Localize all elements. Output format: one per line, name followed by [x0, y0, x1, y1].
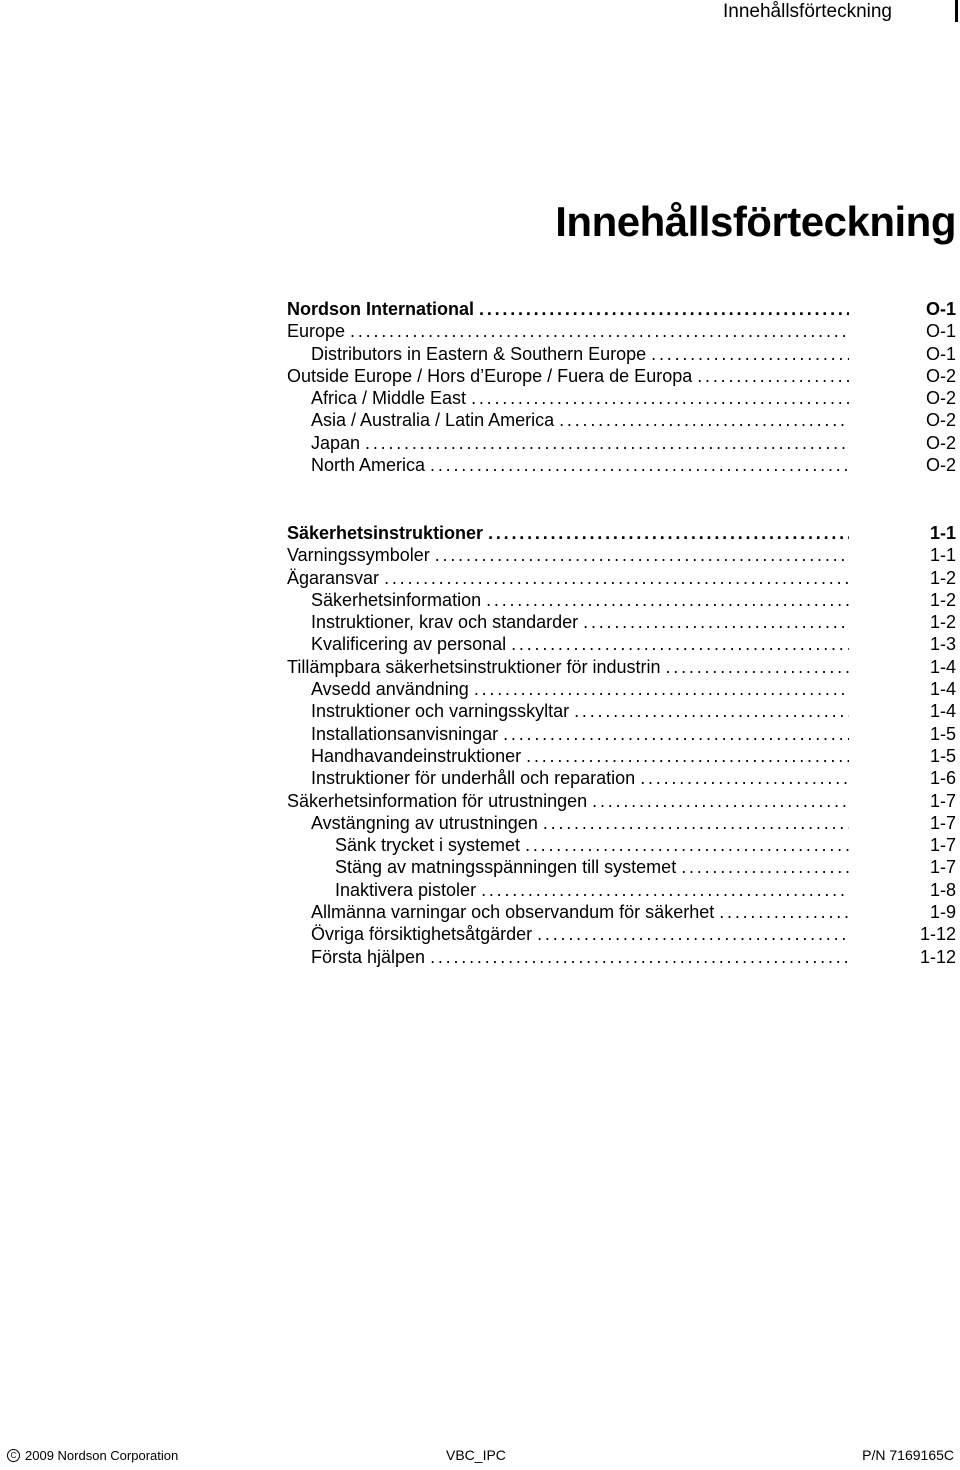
toc-dot-leader: [574, 701, 849, 721]
toc-entry-label: Asia / Australia / Latin America: [311, 410, 559, 430]
toc-entry-leader: [287, 298, 849, 320]
toc-entry[interactable]: [287, 589, 958, 611]
toc-entry-leader: [287, 923, 849, 945]
toc-entry[interactable]: [287, 723, 958, 745]
toc-dot-leader: [543, 813, 849, 833]
toc-entry[interactable]: [287, 856, 958, 878]
toc-entry[interactable]: [287, 745, 958, 767]
toc-entry-leader: [287, 544, 849, 566]
toc-entry[interactable]: [287, 343, 958, 365]
toc-dot-leader: [350, 321, 849, 341]
toc-entry-page: 1-2: [929, 567, 956, 588]
toc-entry-page: 1-7: [929, 857, 956, 878]
toc-entry-page: 1-6: [929, 768, 956, 789]
toc-entry-label: Sänk trycket i systemet: [335, 835, 525, 855]
toc-dot-leader: [365, 433, 849, 453]
toc-entry-leader: [287, 567, 849, 589]
toc-entry-page: O-1: [925, 299, 956, 319]
toc-entry-leader: [287, 633, 849, 655]
toc-entry[interactable]: [287, 567, 958, 589]
footer-copyright-text: 2009 Nordson Corporation: [25, 1448, 179, 1463]
toc-entry-page: 1-12: [919, 924, 956, 945]
footer-copyright: [7, 1448, 178, 1463]
toc-entry-page: O-2: [925, 455, 956, 476]
toc-entry-leader: [287, 723, 849, 745]
toc-dot-leader: [511, 634, 849, 654]
toc-dot-leader: [503, 724, 849, 744]
toc-entry-leader: [287, 834, 849, 856]
toc-section-nordson-international: [287, 298, 958, 476]
toc-entry-label: Säkerhetsinformation: [311, 590, 486, 610]
toc-entry[interactable]: [287, 633, 958, 655]
toc-entry-page: O-1: [925, 343, 956, 364]
toc-dot-leader: [474, 679, 849, 699]
running-header-title: Innehållsförteckning: [723, 1, 892, 22]
toc-entry-label: Tillämpbara säkerhetsinstruktioner för industrin: [287, 657, 666, 677]
toc-entry-leader: [287, 745, 849, 767]
toc-entry-page: 1-7: [929, 835, 956, 856]
toc-entry[interactable]: [287, 454, 958, 476]
toc-entry-leader: [287, 343, 849, 365]
toc-entry-page: O-2: [925, 365, 956, 386]
toc-entry-label: Kvalificering av personal: [311, 634, 511, 654]
toc-dot-leader: [583, 612, 849, 632]
toc-entry-page: 1-4: [929, 701, 956, 722]
toc-entry-label: Europe: [287, 321, 350, 341]
toc-entry[interactable]: [287, 656, 958, 678]
toc-entry-page: O-2: [925, 410, 956, 431]
toc-entry-label: Distributors in Eastern & Southern Europe: [311, 344, 651, 364]
toc-entry-leader: [287, 432, 849, 454]
toc-entry-leader: [287, 365, 849, 387]
toc-entry-label: Säkerhetsinstruktioner: [287, 523, 488, 543]
toc-entry-label: Allmänna varningar och observandum för säkerhet: [311, 902, 719, 922]
toc-dot-leader: [430, 455, 849, 475]
toc-entry[interactable]: [287, 320, 958, 342]
toc-entry-label: Installationsanvisningar: [311, 724, 503, 744]
toc-entry-page: 1-1: [929, 545, 956, 566]
page-title: Innehållsförteckning: [555, 198, 956, 245]
toc-entry-page: 1-4: [929, 656, 956, 677]
toc-dot-leader: [681, 857, 849, 877]
footer-code: VBC_IPC: [446, 1447, 506, 1463]
toc-entry-label: Första hjälpen: [311, 947, 430, 967]
toc-entry-label: Africa / Middle East: [311, 388, 471, 408]
toc-entry-leader: [287, 700, 849, 722]
toc-entry-label: Inaktivera pistoler: [335, 880, 481, 900]
toc-entry-page: O-1: [925, 321, 956, 342]
toc-dot-leader: [435, 545, 849, 565]
page-footer: [0, 1440, 960, 1470]
toc-entry[interactable]: [287, 946, 958, 968]
toc-entry-page: 1-8: [929, 879, 956, 900]
toc-entry[interactable]: [287, 365, 958, 387]
toc-entry-leader: [287, 879, 849, 901]
toc-entry-leader: [287, 522, 849, 544]
toc-entry[interactable]: [287, 432, 958, 454]
toc-entry-page: 1-12: [919, 946, 956, 967]
toc-entry[interactable]: [287, 522, 958, 544]
toc-dot-leader: [697, 366, 849, 386]
toc-dot-leader: [526, 746, 849, 766]
toc-entry[interactable]: [287, 879, 958, 901]
toc-entry-label: Ägaransvar: [287, 568, 384, 588]
toc-entry-label: Instruktioner och varningsskyltar: [311, 701, 574, 721]
toc-entry[interactable]: [287, 678, 958, 700]
toc-entry-page: 1-2: [929, 589, 956, 610]
toc-section-sakerhetsinstruktioner: [287, 522, 958, 968]
toc-entry-label: Stäng av matningsspänningen till systemet: [335, 857, 681, 877]
footer-part-number: P/N 7169165C: [862, 1447, 954, 1463]
toc-entry-label: Övriga försiktighetsåtgärder: [311, 924, 537, 944]
toc-entry-label: Varningssymboler: [287, 545, 435, 565]
toc-entry-leader: [287, 812, 849, 834]
toc-entry-leader: [287, 767, 849, 789]
toc-dot-leader: [537, 924, 849, 944]
toc-dot-leader: [384, 568, 849, 588]
toc-entry-leader: [287, 611, 849, 633]
toc-entry[interactable]: [287, 298, 958, 320]
toc-entry-page: O-2: [925, 388, 956, 409]
toc-entry-page: 1-7: [929, 790, 956, 811]
toc-entry-page: 1-5: [929, 745, 956, 766]
toc-dot-leader: [430, 947, 849, 967]
toc-entry-leader: [287, 589, 849, 611]
toc-entry[interactable]: [287, 834, 958, 856]
toc-entry[interactable]: [287, 812, 958, 834]
toc-entry-label: Japan: [311, 433, 365, 453]
running-header-rule: [955, 0, 958, 22]
toc-entry-leader: [287, 856, 849, 878]
toc-entry-leader: [287, 678, 849, 700]
toc-entry[interactable]: [287, 409, 958, 431]
toc-entry-leader: [287, 901, 849, 923]
toc-dot-leader: [481, 880, 849, 900]
toc-entry-page: 1-4: [929, 679, 956, 700]
toc-entry-page: O-2: [925, 432, 956, 453]
toc-entry-label: Handhavandeinstruktioner: [311, 746, 526, 766]
toc-entry-page: 1-3: [929, 634, 956, 655]
toc-entry-label: North America: [311, 455, 430, 475]
toc-entry-label: Nordson International: [287, 299, 479, 319]
toc-entry[interactable]: [287, 790, 958, 812]
toc-entry-leader: [287, 790, 849, 812]
toc-entry-leader: [287, 656, 849, 678]
toc-entry-page: 1-9: [929, 902, 956, 923]
toc-entry-page: 1-5: [929, 723, 956, 744]
toc-entry-label: Avstängning av utrustningen: [311, 813, 543, 833]
toc-dot-leader: [666, 657, 850, 677]
toc-entry-label: Instruktioner för underhåll och reparation: [311, 768, 640, 788]
copyright-icon: C: [7, 1449, 20, 1462]
toc-entry-label: Outside Europe / Hors d’Europe / Fuera de Europa: [287, 366, 697, 386]
toc-dot-leader: [592, 791, 849, 811]
toc-dot-leader: [479, 299, 849, 319]
toc-entry-leader: [287, 454, 849, 476]
toc-entry-label: Instruktioner, krav och standarder: [311, 612, 583, 632]
toc-entry[interactable]: [287, 700, 958, 722]
toc-dot-leader: [486, 590, 849, 610]
toc-entry-leader: [287, 387, 849, 409]
toc-dot-leader: [651, 344, 849, 364]
toc-entry-page: 1-7: [929, 812, 956, 833]
toc-entry[interactable]: [287, 901, 958, 923]
toc-dot-leader: [559, 410, 849, 430]
toc-entry-label: Avsedd användning: [311, 679, 474, 699]
toc-entry-page: 1-2: [929, 612, 956, 633]
toc-entry-leader: [287, 409, 849, 431]
toc-entry-label: Säkerhetsinformation för utrustningen: [287, 791, 592, 811]
toc-dot-leader: [488, 523, 849, 543]
toc-entry[interactable]: [287, 544, 958, 566]
toc-dot-leader: [525, 835, 849, 855]
toc-entry-leader: [287, 320, 849, 342]
toc-entry[interactable]: [287, 611, 958, 633]
toc-entry[interactable]: [287, 923, 958, 945]
toc-entry-leader: [287, 946, 849, 968]
running-header: [0, 0, 960, 24]
toc-dot-leader: [719, 902, 849, 922]
toc-dot-leader: [640, 768, 849, 788]
toc-entry-page: 1-1: [929, 523, 956, 543]
toc-dot-leader: [471, 388, 849, 408]
toc-entry[interactable]: [287, 387, 958, 409]
toc-entry[interactable]: [287, 767, 958, 789]
